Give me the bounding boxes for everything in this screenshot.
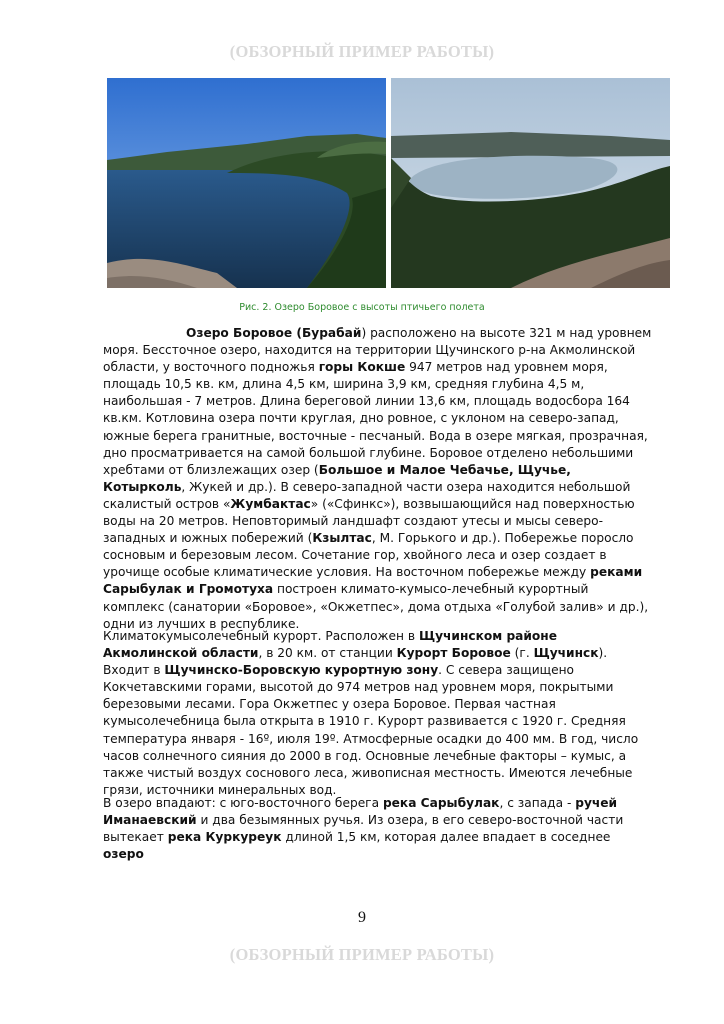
page-number: 9 [358, 909, 366, 926]
text-run: , Жукей и др.). В северо-западной части озера находится небольшой скалистый остров « [103, 479, 631, 511]
bold-term: горы Кокше [318, 360, 406, 375]
text-run: . С севера защищено Кокчетавскими горами, высотой до 974 метров над уровнем моря, покрытыми березовыми лесами. Гора Окжетпес у озера Боровое. Первая частная кумысолечебница была открыта в 1910 г. Курорт развивается с 1920 г. Средняя температура января - 16º, июля 19º. Атмосферные осадки до 400 мм. В год, число часов солнечного сияния до 2000 в год. Основные лечебные факторы – кумыс, а также чистый воздух соснового леса, живописная местность. Имеются лечебные грязи, источники минеральных вод. [103, 663, 639, 797]
bold-term: Курорт Боровое [396, 646, 511, 661]
paragraph-resort [103, 628, 653, 799]
bold-term: Щучинско-Боровскую курортную зону [164, 663, 439, 678]
bold-term: Большое и Малое Чебачье, Щучье, Котырколь [103, 462, 571, 494]
text-run: длиной 1,5 км, которая далее впадает в соседнее [281, 830, 611, 845]
bold-term: ручей Иманаевский [103, 796, 618, 828]
text-run: , с запада - [499, 796, 576, 810]
text-run: ) расположено на высоте 321 м над уровнем моря. Бессточное озеро, находится на территории Щучинского р-на Акмолинской области, у восточного подножья [103, 326, 652, 375]
lake-photo-left [107, 78, 386, 288]
text-run: (г. [510, 646, 534, 661]
bold-term: озеро [103, 847, 144, 862]
bold-term: Жумбактас [230, 496, 311, 511]
text-run: и два безымянных ручья. Из озера, в его северо-восточной части вытекает [103, 813, 624, 845]
bold-term: реками Сарыбулак и Громотуха [103, 565, 643, 597]
watermark-top: (ОБЗОРНЫЙ ПРИМЕР РАБОТЫ) [229, 42, 495, 61]
lake-photo-right [391, 78, 670, 288]
bold-term: Кзылтас [312, 531, 372, 546]
text-run: 947 метров над уровнем моря, площадь 10,5 кв. км, длина 4,5 км, ширина 3,9 км, средняя глубина 4,5 м, наибольшая - 7 метров. Длина береговой линии 13,6 км, площадь водосбора 164 кв.км. Котловина озера почти круглая, дно ровное, с уклоном на северо-запад, южные берега гранитные, восточные - песчаный. Вода в озере мягкая, прозрачная, дно просматривается на самой большой глубине. Боровое отделено небольшими хребтами от близлежащих озер ( [103, 360, 648, 477]
bold-term: Озеро Боровое (Бурабай [186, 326, 362, 340]
figure-caption: Рис. 2. Озеро Боровое с высоты птичьего полета [239, 302, 485, 313]
text-run: » («Сфинкс»), возвышающийся над поверхностью воды на 20 метров. Неповторимый ландшафт создают утесы и мысы северо-западных и южных побережий ( [103, 496, 635, 546]
paragraph-lake-description [103, 325, 653, 633]
text-run: В озеро впадают: с юго-восточного берега [103, 796, 383, 810]
text-run: , М. Горького и др.). Побережье поросло сосновым и березовым лесом. Сочетание гор, хвойного леса и озер создает в урочище особые климатические условия. На восточном побережье между [103, 531, 634, 580]
paragraph-rivers [103, 795, 653, 863]
bold-term: Щучинск [533, 646, 599, 661]
bold-term: река Куркуреук [167, 830, 282, 845]
text-run: Климатокумысолечебный курорт. Расположен в [103, 629, 419, 643]
bold-term: река Сарыбулак [382, 796, 500, 810]
text-run: построен климато-кумысо-лечебный курортный комплекс (санатории «Боровое», «Окжетпес», дома отдыха «Голубой залив» и др.), одни из лучших в республике. [103, 582, 649, 631]
text-run: ). Входит в [103, 646, 608, 678]
watermark-bottom: (ОБЗОРНЫЙ ПРИМЕР РАБОТЫ) [229, 945, 495, 964]
bold-term: Щучинском районе Акмолинской области [103, 629, 557, 661]
text-run: , в 20 км. от станции [258, 646, 397, 661]
